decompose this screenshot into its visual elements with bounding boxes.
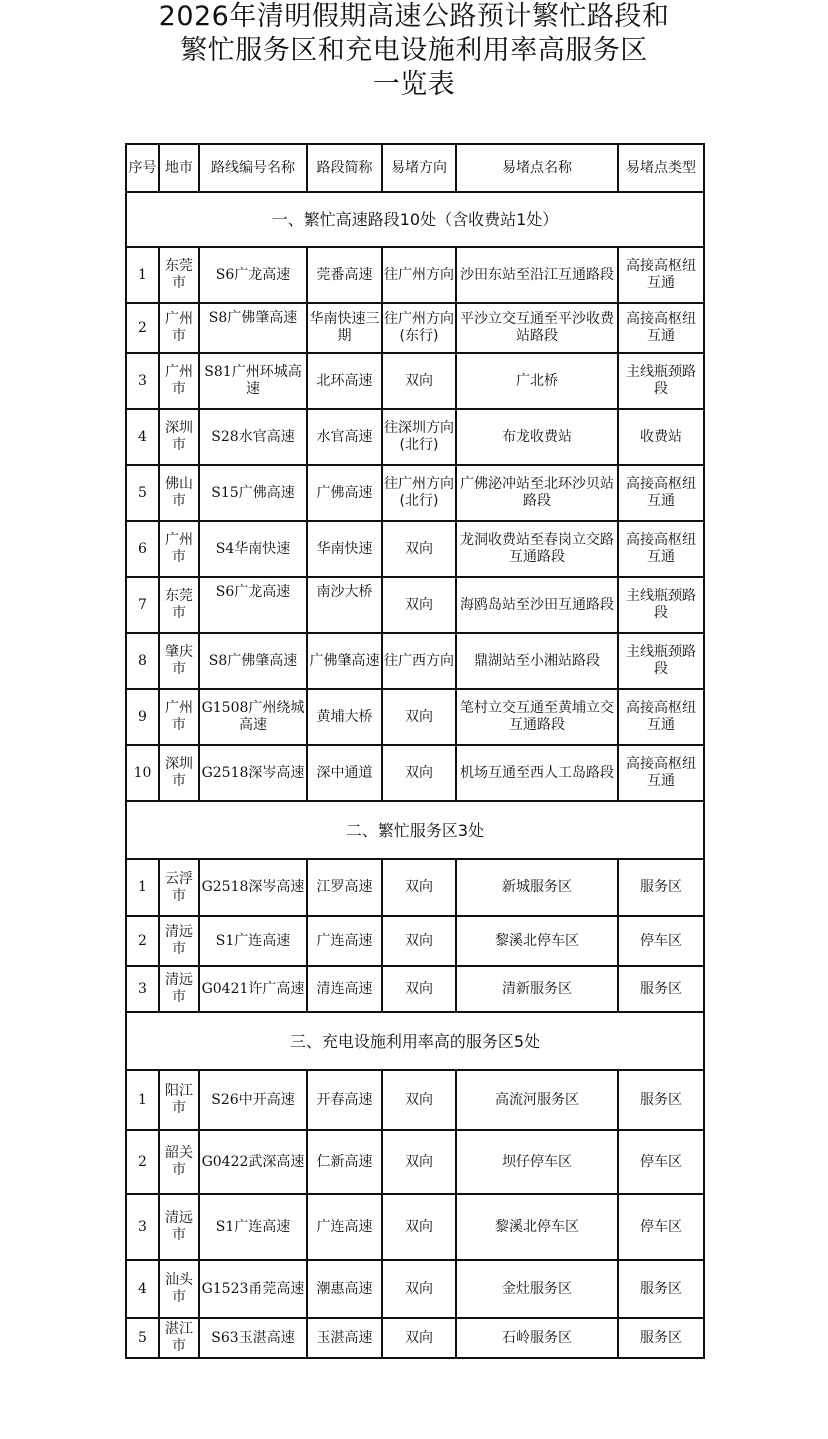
cell-route: S1广连高速 [199,1194,307,1260]
cell-direction: 双向 [382,966,456,1012]
cell-segment: 广连高速 [307,1194,382,1260]
cell-location: 广佛泌冲站至北环沙贝站路段 [456,465,618,521]
table-row [126,521,704,577]
cell-segment: 潮惠高速 [307,1260,382,1318]
cell-direction: 往广州方向(东行) [382,303,456,353]
cell-type: 服务区 [618,859,704,916]
cell-city: 韶关市 [159,1130,199,1194]
cell-type: 高接高枢纽互通 [618,247,704,303]
cell-city: 云浮市 [159,859,199,916]
cell-route: S8广佛肇高速 [199,303,307,353]
cell-direction: 往深圳方向(北行) [382,409,456,465]
table-row [126,247,704,303]
table-row [126,577,704,633]
cell-route: S28水官高速 [199,409,307,465]
table-row [126,303,704,353]
cell-index: 10 [126,745,159,801]
cell-type: 高接高枢纽互通 [618,303,704,353]
table-row [126,689,704,745]
cell-type: 服务区 [618,966,704,1012]
cell-direction: 双向 [382,1130,456,1194]
cell-direction: 双向 [382,521,456,577]
cell-location: 清新服务区 [456,966,618,1012]
cell-type: 收费站 [618,409,704,465]
cell-index: 2 [126,1130,159,1194]
title-line-2: 繁忙服务区和充电设施利用率高服务区 [180,35,648,66]
section-header-row [126,1012,704,1070]
cell-city: 深圳市 [159,745,199,801]
cell-direction: 双向 [382,1070,456,1130]
cell-segment: 清连高速 [307,966,382,1012]
cell-route: S6广龙高速 [199,577,307,633]
cell-location: 布龙收费站 [456,409,618,465]
cell-route: S1广连高速 [199,916,307,966]
cell-index: 1 [126,859,159,916]
cell-location: 机场互通至西人工岛路段 [456,745,618,801]
cell-type: 高接高枢纽互通 [618,689,704,745]
cell-direction: 往广西方向 [382,633,456,689]
cell-direction: 双向 [382,577,456,633]
cell-index: 4 [126,1260,159,1318]
cell-index: 3 [126,966,159,1012]
cell-city: 广州市 [159,353,199,409]
cell-city: 清远市 [159,966,199,1012]
table-row [126,633,704,689]
cell-direction: 双向 [382,745,456,801]
header-cell-segment: 路段简称 [307,144,382,192]
cell-route: G1523甬莞高速 [199,1260,307,1318]
cell-location: 海鸥岛站至沙田互通路段 [456,577,618,633]
cell-index: 9 [126,689,159,745]
cell-location: 新城服务区 [456,859,618,916]
table-row [126,1130,704,1194]
cell-segment: 深中通道 [307,745,382,801]
cell-type: 高接高枢纽互通 [618,521,704,577]
cell-type: 高接高枢纽互通 [618,465,704,521]
cell-city: 汕头市 [159,1260,199,1318]
cell-segment: 北环高速 [307,353,382,409]
header-cell-index: 序号 [126,144,159,192]
table-row [126,353,704,409]
cell-segment: 莞番高速 [307,247,382,303]
cell-city: 湛江市 [159,1318,199,1358]
header-cell-location: 易堵点名称 [456,144,618,192]
cell-location: 黎溪北停车区 [456,1194,618,1260]
cell-segment: 南沙大桥 [307,577,382,633]
cell-direction: 往广州方向(北行) [382,465,456,521]
cell-index: 2 [126,303,159,353]
cell-city: 深圳市 [159,409,199,465]
cell-type: 服务区 [618,1318,704,1358]
table-row [126,1194,704,1260]
cell-type: 服务区 [618,1070,704,1130]
cell-location: 平沙立交互通至平沙收费站路段 [456,303,618,353]
cell-index: 3 [126,1194,159,1260]
cell-segment: 广连高速 [307,916,382,966]
cell-route: S6广龙高速 [199,247,307,303]
cell-city: 清远市 [159,916,199,966]
cell-location: 笔村立交互通至黄埔立交互通路段 [456,689,618,745]
cell-location: 金灶服务区 [456,1260,618,1318]
cell-route: G0422武深高速 [199,1130,307,1194]
cell-type: 服务区 [618,1260,704,1318]
cell-segment: 黄埔大桥 [307,689,382,745]
cell-city: 广州市 [159,521,199,577]
table-row [126,1318,704,1358]
header-row [126,144,704,192]
section-title: 三、充电设施利用率高的服务区5处 [126,1012,704,1070]
cell-segment: 华南快速 [307,521,382,577]
cell-type: 高接高枢纽互通 [618,745,704,801]
cell-route: G0421许广高速 [199,966,307,1012]
cell-type: 主线瓶颈路段 [618,577,704,633]
header-cell-type: 易堵点类型 [618,144,704,192]
cell-direction: 双向 [382,1194,456,1260]
cell-segment: 江罗高速 [307,859,382,916]
cell-index: 8 [126,633,159,689]
cell-city: 广州市 [159,303,199,353]
section-title: 一、繁忙高速路段10处（含收费站1处） [126,192,704,247]
cell-route: G2518深岑高速 [199,745,307,801]
cell-type: 停车区 [618,1130,704,1194]
cell-location: 龙洞收费站至春岗立交路互通路段 [456,521,618,577]
title-line-3: 一览表 [372,69,456,100]
table-row [126,1070,704,1130]
cell-location: 高流河服务区 [456,1070,618,1130]
table-row [126,465,704,521]
cell-route: G2518深岑高速 [199,859,307,916]
cell-segment: 华南快速三期 [307,303,382,353]
cell-type: 停车区 [618,916,704,966]
cell-city: 清远市 [159,1194,199,1260]
cell-segment: 广佛肇高速 [307,633,382,689]
cell-direction: 双向 [382,353,456,409]
cell-city: 佛山市 [159,465,199,521]
cell-direction: 双向 [382,916,456,966]
cell-segment: 玉湛高速 [307,1318,382,1358]
cell-city: 阳江市 [159,1070,199,1130]
cell-type: 主线瓶颈路段 [618,633,704,689]
cell-direction: 双向 [382,1260,456,1318]
cell-type: 主线瓶颈路段 [618,353,704,409]
section-header-row [126,801,704,859]
cell-index: 5 [126,465,159,521]
cell-city: 东莞市 [159,577,199,633]
cell-index: 1 [126,1070,159,1130]
header-cell-direction: 易堵方向 [382,144,456,192]
cell-city: 广州市 [159,689,199,745]
cell-city: 东莞市 [159,247,199,303]
cell-index: 6 [126,521,159,577]
table-row [126,1260,704,1318]
cell-route: S63玉湛高速 [199,1318,307,1358]
cell-route: S8广佛肇高速 [199,633,307,689]
cell-city: 肇庆市 [159,633,199,689]
cell-route: S15广佛高速 [199,465,307,521]
table-row [126,409,704,465]
header-cell-city: 地市 [159,144,199,192]
table-row [126,916,704,966]
cell-index: 7 [126,577,159,633]
table-body [126,144,704,1358]
table-row [126,859,704,916]
document-title [0,0,828,102]
section-header-row [126,192,704,247]
cell-location: 坝仔停车区 [456,1130,618,1194]
cell-direction: 双向 [382,1318,456,1358]
title-line-1: 2026年清明假期高速公路预计繁忙路段和 [158,1,670,32]
cell-route: S81广州环城高速 [199,353,307,409]
table-row [126,966,704,1012]
cell-route: S26中开高速 [199,1070,307,1130]
cell-direction: 双向 [382,689,456,745]
section-title: 二、繁忙服务区3处 [126,801,704,859]
cell-segment: 开春高速 [307,1070,382,1130]
cell-route: S4华南快速 [199,521,307,577]
cell-segment: 仁新高速 [307,1130,382,1194]
cell-location: 沙田东站至沿江互通路段 [456,247,618,303]
cell-index: 5 [126,1318,159,1358]
cell-type: 停车区 [618,1194,704,1260]
cell-route: G1508广州绕城高速 [199,689,307,745]
cell-direction: 双向 [382,859,456,916]
cell-direction: 往广州方向 [382,247,456,303]
cell-location: 广北桥 [456,353,618,409]
header-cell-route: 路线编号名称 [199,144,307,192]
cell-location: 黎溪北停车区 [456,916,618,966]
cell-segment: 广佛高速 [307,465,382,521]
cell-location: 鼎湖站至小湘站路段 [456,633,618,689]
cell-index: 4 [126,409,159,465]
cell-index: 2 [126,916,159,966]
cell-index: 3 [126,353,159,409]
table-row [126,745,704,801]
congestion-table [125,143,705,1359]
cell-segment: 水官高速 [307,409,382,465]
cell-location: 石岭服务区 [456,1318,618,1358]
cell-index: 1 [126,247,159,303]
